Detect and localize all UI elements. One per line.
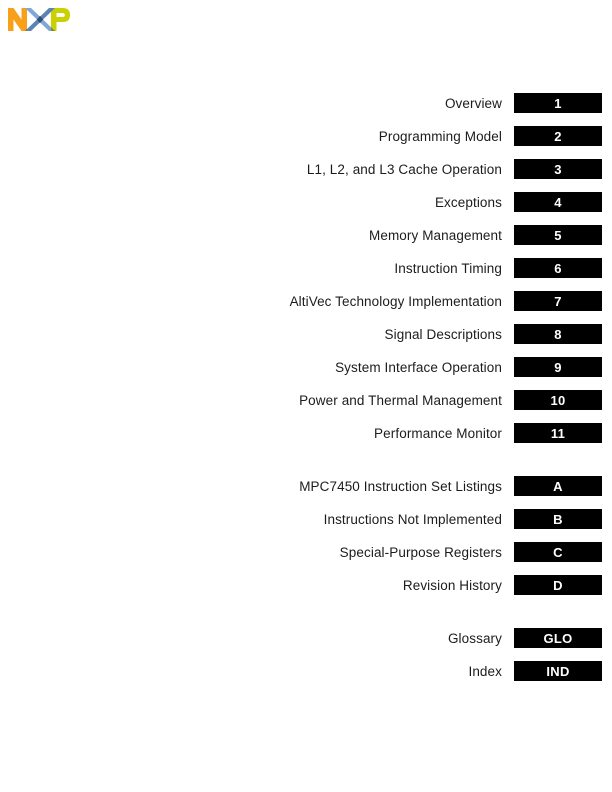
chapter-tab-list — [0, 93, 602, 694]
toc-row[interactable] — [0, 476, 602, 496]
chapter-tab[interactable]: 1 — [514, 93, 602, 113]
chapter-tab[interactable]: 8 — [514, 324, 602, 344]
toc-row[interactable] — [0, 661, 602, 681]
toc-row[interactable] — [0, 628, 602, 648]
chapter-tab[interactable]: A — [514, 476, 602, 496]
chapter-tab[interactable]: 2 — [514, 126, 602, 146]
toc-row[interactable] — [0, 542, 602, 562]
chapter-tab[interactable]: 5 — [514, 225, 602, 245]
toc-row[interactable] — [0, 291, 602, 311]
chapter-title: Performance Monitor — [374, 425, 502, 441]
toc-group-chapters — [0, 93, 602, 443]
toc-group-back-matter — [0, 628, 602, 681]
chapter-tab[interactable]: D — [514, 575, 602, 595]
toc-row[interactable] — [0, 93, 602, 113]
toc-row[interactable] — [0, 159, 602, 179]
chapter-title: System Interface Operation — [335, 359, 502, 375]
toc-row[interactable] — [0, 192, 602, 212]
chapter-tab[interactable]: C — [514, 542, 602, 562]
toc-row[interactable] — [0, 423, 602, 443]
chapter-tab[interactable]: 11 — [514, 423, 602, 443]
chapter-tab[interactable]: IND — [514, 661, 602, 681]
chapter-title: Memory Management — [368, 227, 502, 243]
chapter-tab[interactable]: 10 — [514, 390, 602, 410]
chapter-title: Signal Descriptions — [384, 326, 502, 342]
chapter-title: L1, L2, and L3 Cache Operation — [306, 161, 502, 177]
toc-row[interactable] — [0, 258, 602, 278]
chapter-title: Index — [468, 663, 502, 679]
toc-row[interactable] — [0, 509, 602, 529]
chapter-title: Instructions Not Implemented — [323, 511, 502, 527]
toc-row[interactable] — [0, 225, 602, 245]
chapter-title: MPC7450 Instruction Set Listings — [299, 478, 502, 494]
chapter-title: Revision History — [402, 577, 502, 593]
chapter-title: Special-Purpose Registers — [339, 544, 502, 560]
chapter-tab[interactable]: 9 — [514, 357, 602, 377]
chapter-tab[interactable]: 6 — [514, 258, 602, 278]
chapter-title: Programming Model — [378, 128, 502, 144]
chapter-title: Glossary — [447, 630, 502, 646]
toc-group-appendices — [0, 476, 602, 595]
toc-row[interactable] — [0, 390, 602, 410]
chapter-title: Power and Thermal Management — [299, 392, 502, 408]
toc-row[interactable] — [0, 357, 602, 377]
toc-row[interactable] — [0, 126, 602, 146]
chapter-tab[interactable]: 7 — [514, 291, 602, 311]
chapter-title: Exceptions — [434, 194, 502, 210]
chapter-title: Overview — [444, 95, 502, 111]
chapter-title: Instruction Timing — [394, 260, 502, 276]
chapter-tab[interactable]: B — [514, 509, 602, 529]
chapter-tab[interactable]: 4 — [514, 192, 602, 212]
toc-row[interactable] — [0, 324, 602, 344]
chapter-tab[interactable]: GLO — [514, 628, 602, 648]
chapter-tab[interactable]: 3 — [514, 159, 602, 179]
nxp-logo — [8, 8, 70, 31]
nxp-logo-icon — [8, 8, 70, 31]
toc-row[interactable] — [0, 575, 602, 595]
chapter-title: AltiVec Technology Implementation — [289, 293, 502, 309]
